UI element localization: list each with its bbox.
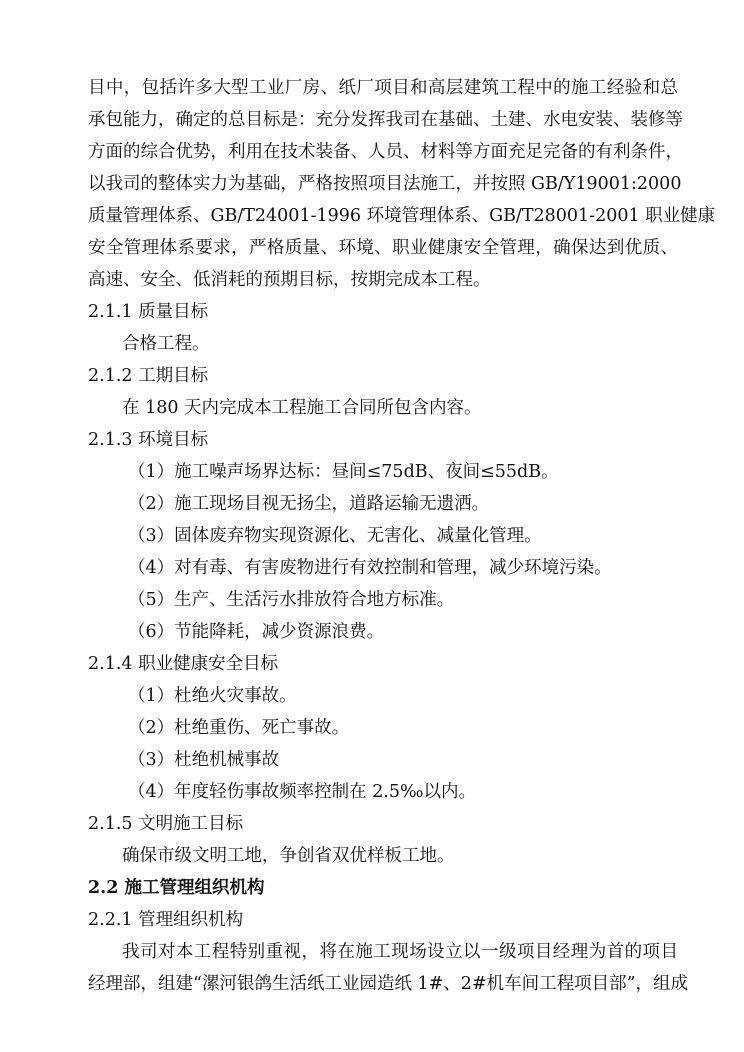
paragraph-line: 以我司的整体实力为基础，严格按照项目法施工，并按照 GB/Y19001:2000 [88,174,682,194]
paragraph-line: 质量管理体系、GB/T24001-1996 环境管理体系、GB/T28001-2001 职业健康 [88,206,716,226]
section-heading-2-1-3: 2.1.3 环境目标 [88,430,209,450]
list-item: （1）杜绝火灾事故。 [128,686,297,706]
list-item: （1）施工噪声场界达标：昼间≤75dB、夜间≤55dB。 [128,462,559,482]
list-item: （6）节能降耗，减少资源浪费。 [128,622,385,642]
section-heading-2-2: 2.2 施工管理组织机构 [88,878,265,898]
paragraph-line: 高速、安全、低消耗的预期目标，按期完成本工程。 [88,270,491,290]
paragraph-line: 安全管理体系要求，严格质量、环境、职业健康安全管理，确保达到优质、 [88,238,678,258]
section-text: 确保市级文明工地，争创省双优样板工地。 [122,846,455,866]
list-item: （3）固体废弃物实现资源化、无害化、减量化管理。 [128,526,542,546]
list-item: （4）对有毒、有害废物进行有效控制和管理，减少环境污染。 [128,558,612,578]
list-item: （4）年度轻伤事故频率控制在 2.5‰以内。 [128,782,477,802]
section-heading-2-2-1: 2.2.1 管理组织机构 [88,910,244,930]
paragraph-line: 目中，包括许多大型工业厂房、纸厂项目和高层建筑工程中的施工经验和总 [88,78,678,98]
section-text: 在 180 天内完成本工程施工合同所包含内容。 [122,398,482,418]
paragraph-line: 经理部，组建“漯河银鸽生活纸工业园造纸 1#、2#机车间工程项目部”，组成 [88,974,689,994]
list-item: （2）施工现场目视无扬尘，道路运输无遗洒。 [128,494,490,514]
paragraph-line: 我司对本工程特别重视，将在施工现场设立以一级项目经理为首的项目 [122,942,678,962]
section-text: 合格工程。 [122,334,210,354]
section-heading-2-1-5: 2.1.5 文明施工目标 [88,814,244,834]
list-item: （2）杜绝重伤、死亡事故。 [128,718,350,738]
section-heading-2-1-1: 2.1.1 质量目标 [88,302,209,322]
list-item: （5）生产、生活污水排放符合地方标准。 [128,590,455,610]
paragraph-line: 方面的综合优势，利用在技术装备、人员、材料等方面充足完备的有利条件， [88,142,683,162]
section-heading-2-1-2: 2.1.2 工期目标 [88,366,209,386]
list-item: （3）杜绝机械事故 [128,750,280,770]
section-heading-2-1-4: 2.1.4 职业健康安全目标 [88,654,279,674]
paragraph-line: 承包能力，确定的总目标是：充分发挥我司在基础、土建、水电安装、装修等 [88,110,683,130]
